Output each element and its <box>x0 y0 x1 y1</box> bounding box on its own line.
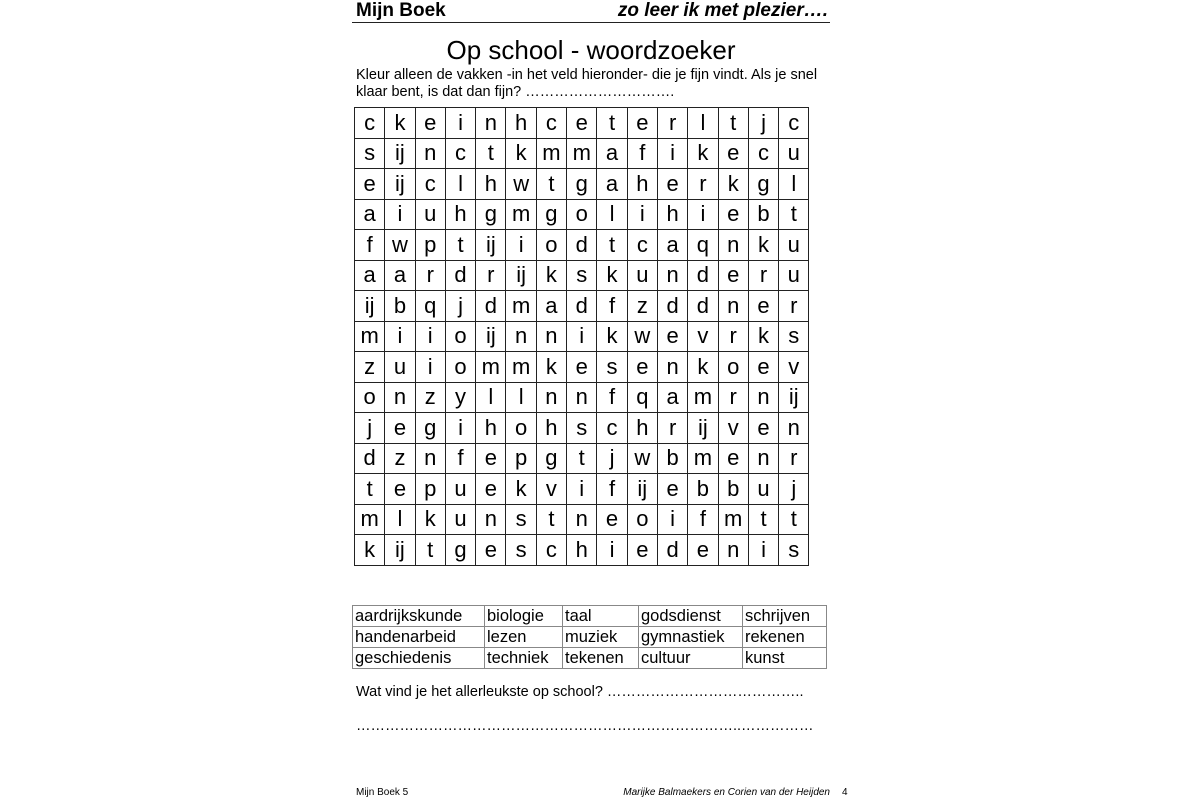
grid-cell[interactable]: t <box>779 199 809 230</box>
grid-cell[interactable]: i <box>748 535 778 566</box>
grid-cell[interactable]: e <box>597 504 627 535</box>
grid-row <box>355 321 809 352</box>
grid-row <box>355 169 809 200</box>
grid-cell[interactable]: f <box>597 474 627 505</box>
grid-cell[interactable]: r <box>415 260 445 291</box>
grid-cell[interactable]: y <box>445 382 475 413</box>
grid-cell[interactable]: h <box>506 108 536 139</box>
grid-cell[interactable]: r <box>748 260 778 291</box>
grid-cell[interactable]: f <box>688 504 718 535</box>
grid-cell[interactable]: s <box>506 504 536 535</box>
grid-cell[interactable]: e <box>718 138 748 169</box>
grid-cell[interactable]: r <box>718 382 748 413</box>
grid-cell[interactable]: o <box>536 230 566 261</box>
grid-cell[interactable]: b <box>718 474 748 505</box>
grid-cell[interactable]: i <box>567 474 597 505</box>
grid-cell[interactable]: e <box>718 260 748 291</box>
grid-cell[interactable]: f <box>597 291 627 322</box>
grid-cell[interactable]: h <box>445 199 475 230</box>
grid-row <box>355 443 809 474</box>
grid-cell[interactable]: j <box>748 108 778 139</box>
grid-cell[interactable]: z <box>355 352 385 383</box>
grid-cell[interactable]: o <box>718 352 748 383</box>
grid-row <box>355 108 809 139</box>
grid-cell[interactable]: i <box>385 321 415 352</box>
grid-cell[interactable]: i <box>657 504 687 535</box>
grid-cell[interactable]: ij <box>779 382 809 413</box>
grid-cell[interactable]: d <box>657 535 687 566</box>
grid-cell[interactable]: i <box>627 199 657 230</box>
grid-cell[interactable]: c <box>597 413 627 444</box>
grid-cell[interactable]: o <box>355 382 385 413</box>
grid-cell[interactable]: ij <box>385 169 415 200</box>
grid-cell[interactable]: f <box>445 443 475 474</box>
grid-cell[interactable]: w <box>385 230 415 261</box>
grid-cell[interactable]: r <box>657 413 687 444</box>
grid-cell[interactable]: d <box>688 291 718 322</box>
grid-row <box>355 138 809 169</box>
grid-cell[interactable]: a <box>355 260 385 291</box>
grid-cell[interactable]: s <box>355 138 385 169</box>
grid-cell[interactable]: a <box>536 291 566 322</box>
grid-cell[interactable]: o <box>445 352 475 383</box>
grid-cell[interactable]: i <box>415 352 445 383</box>
grid-cell[interactable]: e <box>657 474 687 505</box>
word-list-item: rekenen <box>743 627 827 648</box>
word-list-item: handenarbeid <box>353 627 485 648</box>
grid-cell[interactable]: t <box>597 230 627 261</box>
grid-cell[interactable]: ij <box>385 138 415 169</box>
grid-cell[interactable]: w <box>627 443 657 474</box>
grid-cell[interactable]: g <box>536 443 566 474</box>
grid-cell[interactable]: j <box>597 443 627 474</box>
grid-row <box>355 413 809 444</box>
grid-cell[interactable]: r <box>688 169 718 200</box>
grid-cell[interactable]: b <box>748 199 778 230</box>
grid-cell[interactable]: f <box>627 138 657 169</box>
page-header <box>352 0 830 23</box>
grid-row <box>355 291 809 322</box>
grid-cell[interactable]: c <box>536 535 566 566</box>
grid-cell[interactable]: k <box>597 321 627 352</box>
grid-cell[interactable]: m <box>688 443 718 474</box>
grid-cell[interactable]: o <box>567 199 597 230</box>
grid-cell[interactable]: h <box>476 169 506 200</box>
grid-cell[interactable]: u <box>445 474 475 505</box>
grid-row <box>355 504 809 535</box>
grid-cell[interactable]: i <box>597 535 627 566</box>
grid-cell[interactable]: u <box>385 352 415 383</box>
grid-cell[interactable]: e <box>718 199 748 230</box>
grid-cell[interactable]: z <box>627 291 657 322</box>
page-title: Op school - woordzoeker <box>446 35 736 65</box>
grid-cell[interactable]: n <box>657 260 687 291</box>
grid-cell[interactable]: d <box>355 443 385 474</box>
grid-cell[interactable]: n <box>567 382 597 413</box>
grid-cell[interactable]: i <box>445 108 475 139</box>
grid-cell[interactable]: g <box>567 169 597 200</box>
grid-cell[interactable]: f <box>597 382 627 413</box>
grid-cell[interactable]: p <box>506 443 536 474</box>
grid-cell[interactable]: j <box>779 474 809 505</box>
grid-cell[interactable]: ij <box>688 413 718 444</box>
grid-cell[interactable]: v <box>779 352 809 383</box>
grid-cell[interactable]: u <box>748 474 778 505</box>
grid-row <box>355 260 809 291</box>
grid-cell[interactable]: l <box>779 169 809 200</box>
book-title: Mijn Boek <box>356 0 446 21</box>
grid-cell[interactable]: ij <box>506 260 536 291</box>
grid-cell[interactable]: a <box>597 138 627 169</box>
grid-cell[interactable]: v <box>718 413 748 444</box>
grid-cell[interactable]: c <box>355 108 385 139</box>
grid-cell[interactable]: o <box>506 413 536 444</box>
grid-cell[interactable]: i <box>385 199 415 230</box>
grid-cell[interactable]: c <box>779 108 809 139</box>
grid-cell[interactable]: a <box>657 230 687 261</box>
grid-cell[interactable]: l <box>597 199 627 230</box>
grid-cell[interactable]: t <box>355 474 385 505</box>
grid-cell[interactable]: e <box>476 474 506 505</box>
grid-cell[interactable]: i <box>415 321 445 352</box>
grid-cell[interactable]: s <box>597 352 627 383</box>
grid-cell[interactable]: w <box>627 321 657 352</box>
grid-cell[interactable]: e <box>385 413 415 444</box>
word-list-item: schrijven <box>743 606 827 627</box>
grid-cell[interactable]: t <box>597 108 627 139</box>
grid-cell[interactable]: c <box>748 138 778 169</box>
grid-cell[interactable]: z <box>415 382 445 413</box>
grid-cell[interactable]: t <box>567 443 597 474</box>
grid-cell[interactable]: t <box>748 504 778 535</box>
grid-cell[interactable]: a <box>597 169 627 200</box>
grid-cell[interactable]: t <box>445 230 475 261</box>
footer-authors: Marijke Balmaekers en Corien van der Heijden <box>623 787 830 798</box>
grid-cell[interactable]: e <box>748 413 778 444</box>
grid-cell[interactable]: a <box>657 382 687 413</box>
word-list-item: biologie <box>485 606 563 627</box>
grid-cell[interactable]: s <box>567 413 597 444</box>
grid-cell[interactable]: e <box>688 535 718 566</box>
grid-row <box>355 352 809 383</box>
grid-cell[interactable]: n <box>506 321 536 352</box>
grid-cell[interactable]: r <box>657 108 687 139</box>
grid-cell[interactable]: g <box>476 199 506 230</box>
grid-cell[interactable]: t <box>536 504 566 535</box>
page-number: 4 <box>842 787 848 798</box>
grid-cell[interactable]: e <box>748 291 778 322</box>
grid-cell[interactable]: m <box>506 199 536 230</box>
footer-book: Mijn Boek 5 <box>356 787 409 798</box>
grid-cell[interactable]: k <box>536 352 566 383</box>
question-text: Wat vind je het allerleukste op school? ………………………………….. <box>356 684 804 700</box>
grid-row <box>355 230 809 261</box>
grid-cell[interactable]: k <box>748 321 778 352</box>
grid-cell[interactable]: t <box>415 535 445 566</box>
grid-cell[interactable]: s <box>779 535 809 566</box>
grid-cell[interactable]: e <box>627 108 657 139</box>
grid-cell[interactable]: t <box>779 504 809 535</box>
grid-cell[interactable]: q <box>415 291 445 322</box>
word-list-item: gymnastiek <box>639 627 743 648</box>
grid-cell[interactable]: h <box>627 413 657 444</box>
grid-cell[interactable]: u <box>415 199 445 230</box>
grid-cell[interactable]: c <box>415 169 445 200</box>
instruction-text: Kleur alleen de vakken -in het veld hieronder- die je fijn vindt. Als je snel klaar bent, is dat dan fijn? …………………………. <box>356 67 818 100</box>
grid-cell[interactable]: q <box>688 230 718 261</box>
grid-cell[interactable]: k <box>506 138 536 169</box>
grid-cell[interactable]: u <box>779 230 809 261</box>
grid-cell[interactable]: b <box>385 291 415 322</box>
grid-cell[interactable]: e <box>627 535 657 566</box>
word-list-row <box>353 627 827 648</box>
grid-cell[interactable]: l <box>385 504 415 535</box>
grid-cell[interactable]: e <box>657 169 687 200</box>
grid-cell[interactable]: e <box>355 169 385 200</box>
grid-cell[interactable]: m <box>688 382 718 413</box>
grid-cell[interactable]: m <box>718 504 748 535</box>
grid-cell[interactable]: c <box>536 108 566 139</box>
word-list-item: taal <box>563 606 639 627</box>
grid-cell[interactable]: h <box>536 413 566 444</box>
grid-row <box>355 535 809 566</box>
grid-cell[interactable]: ij <box>355 291 385 322</box>
grid-cell[interactable]: k <box>536 260 566 291</box>
grid-cell[interactable]: n <box>718 230 748 261</box>
grid-cell[interactable]: n <box>567 504 597 535</box>
grid-cell[interactable]: n <box>718 291 748 322</box>
grid-cell[interactable]: e <box>567 352 597 383</box>
grid-cell[interactable]: o <box>445 321 475 352</box>
word-list-item: geschiedenis <box>353 648 485 669</box>
grid-cell[interactable]: r <box>718 321 748 352</box>
word-list-item: muziek <box>563 627 639 648</box>
grid-cell[interactable]: u <box>627 260 657 291</box>
grid-row <box>355 474 809 505</box>
grid-cell[interactable]: ij <box>476 230 506 261</box>
grid-cell[interactable]: k <box>385 108 415 139</box>
grid-cell[interactable]: u <box>445 504 475 535</box>
word-list-item: tekenen <box>563 648 639 669</box>
grid-cell[interactable]: e <box>627 352 657 383</box>
grid-cell[interactable]: d <box>657 291 687 322</box>
grid-cell[interactable]: e <box>748 352 778 383</box>
word-list-item: kunst <box>743 648 827 669</box>
grid-cell[interactable]: v <box>536 474 566 505</box>
grid-cell[interactable]: a <box>355 199 385 230</box>
grid-cell[interactable]: e <box>385 474 415 505</box>
grid-cell[interactable]: n <box>657 352 687 383</box>
grid-cell[interactable]: k <box>415 504 445 535</box>
grid-cell[interactable]: d <box>476 291 506 322</box>
grid-cell[interactable]: n <box>779 413 809 444</box>
grid-cell[interactable]: e <box>567 108 597 139</box>
grid-cell[interactable]: k <box>748 230 778 261</box>
grid-cell[interactable]: e <box>657 321 687 352</box>
grid-cell[interactable]: m <box>355 321 385 352</box>
grid-cell[interactable]: i <box>506 230 536 261</box>
grid-cell[interactable]: p <box>415 230 445 261</box>
word-list-item: cultuur <box>639 648 743 669</box>
grid-cell[interactable]: l <box>688 108 718 139</box>
word-list-item: aardrijkskunde <box>353 606 485 627</box>
grid-cell[interactable]: g <box>748 169 778 200</box>
grid-cell[interactable]: j <box>445 291 475 322</box>
grid-cell[interactable]: n <box>748 443 778 474</box>
grid-cell[interactable]: b <box>657 443 687 474</box>
grid-cell[interactable]: h <box>567 535 597 566</box>
grid-cell[interactable]: n <box>748 382 778 413</box>
grid-cell[interactable]: i <box>657 138 687 169</box>
grid-cell[interactable]: i <box>567 321 597 352</box>
grid-cell[interactable]: r <box>779 291 809 322</box>
grid-cell[interactable]: c <box>445 138 475 169</box>
grid-cell[interactable]: e <box>415 108 445 139</box>
grid-cell[interactable]: n <box>718 535 748 566</box>
grid-cell[interactable]: d <box>445 260 475 291</box>
word-list-item: godsdienst <box>639 606 743 627</box>
grid-row <box>355 382 809 413</box>
grid-cell[interactable]: n <box>536 321 566 352</box>
grid-cell[interactable]: l <box>476 382 506 413</box>
grid-cell[interactable]: k <box>597 260 627 291</box>
grid-cell[interactable]: d <box>567 230 597 261</box>
grid-cell[interactable]: g <box>445 535 475 566</box>
word-list-item: lezen <box>485 627 563 648</box>
grid-cell[interactable]: k <box>688 138 718 169</box>
grid-cell[interactable]: r <box>476 260 506 291</box>
grid-cell[interactable]: f <box>355 230 385 261</box>
grid-cell[interactable]: m <box>355 504 385 535</box>
grid-cell[interactable]: m <box>567 138 597 169</box>
grid-cell[interactable]: g <box>536 199 566 230</box>
grid-cell[interactable]: k <box>688 352 718 383</box>
grid-cell[interactable]: h <box>476 413 506 444</box>
word-list <box>352 605 827 669</box>
grid-cell[interactable]: n <box>476 108 506 139</box>
grid-cell[interactable]: t <box>718 108 748 139</box>
grid-cell[interactable]: r <box>779 443 809 474</box>
grid-cell[interactable]: g <box>415 413 445 444</box>
grid-cell[interactable]: u <box>779 260 809 291</box>
grid-cell[interactable]: b <box>688 474 718 505</box>
grid-cell[interactable]: l <box>445 169 475 200</box>
answer-line: ……………………………………………………………………..…………… <box>356 718 814 734</box>
word-list-row <box>353 648 827 669</box>
grid-cell[interactable]: m <box>536 138 566 169</box>
grid-cell[interactable]: j <box>355 413 385 444</box>
grid-cell[interactable]: l <box>506 382 536 413</box>
grid-cell[interactable]: n <box>536 382 566 413</box>
grid-cell[interactable]: s <box>506 535 536 566</box>
grid-cell[interactable]: z <box>385 443 415 474</box>
grid-cell[interactable]: o <box>627 504 657 535</box>
grid-cell[interactable]: h <box>657 199 687 230</box>
grid-cell[interactable]: e <box>476 535 506 566</box>
grid-cell[interactable]: s <box>567 260 597 291</box>
grid-cell[interactable]: n <box>415 138 445 169</box>
grid-cell[interactable]: n <box>415 443 445 474</box>
grid-cell[interactable]: a <box>385 260 415 291</box>
grid-cell[interactable]: e <box>718 443 748 474</box>
grid-cell[interactable]: ij <box>476 321 506 352</box>
book-slogan: zo leer ik met plezier…. <box>617 0 828 21</box>
grid-cell[interactable]: m <box>476 352 506 383</box>
grid-row <box>355 199 809 230</box>
word-list-item: techniek <box>485 648 563 669</box>
word-list-row <box>353 606 827 627</box>
grid-cell[interactable]: w <box>506 169 536 200</box>
grid-cell[interactable]: i <box>688 199 718 230</box>
grid-cell[interactable]: d <box>567 291 597 322</box>
grid-cell[interactable]: h <box>627 169 657 200</box>
grid-cell[interactable]: d <box>688 260 718 291</box>
grid-cell[interactable]: u <box>779 138 809 169</box>
grid-cell[interactable]: ij <box>385 535 415 566</box>
grid-cell[interactable]: n <box>385 382 415 413</box>
grid-cell[interactable]: m <box>506 291 536 322</box>
word-search-grid <box>354 107 809 566</box>
grid-cell[interactable]: q <box>627 382 657 413</box>
grid-cell[interactable]: n <box>476 504 506 535</box>
grid-cell[interactable]: e <box>476 443 506 474</box>
grid-cell[interactable]: s <box>779 321 809 352</box>
grid-cell[interactable]: k <box>718 169 748 200</box>
grid-cell[interactable]: m <box>506 352 536 383</box>
grid-cell[interactable]: i <box>445 413 475 444</box>
grid-cell[interactable]: c <box>627 230 657 261</box>
grid-cell[interactable]: v <box>688 321 718 352</box>
grid-cell[interactable]: ij <box>627 474 657 505</box>
grid-cell[interactable]: p <box>415 474 445 505</box>
grid-cell[interactable]: k <box>506 474 536 505</box>
grid-cell[interactable]: t <box>536 169 566 200</box>
grid-cell[interactable]: t <box>476 138 506 169</box>
grid-cell[interactable]: k <box>355 535 385 566</box>
